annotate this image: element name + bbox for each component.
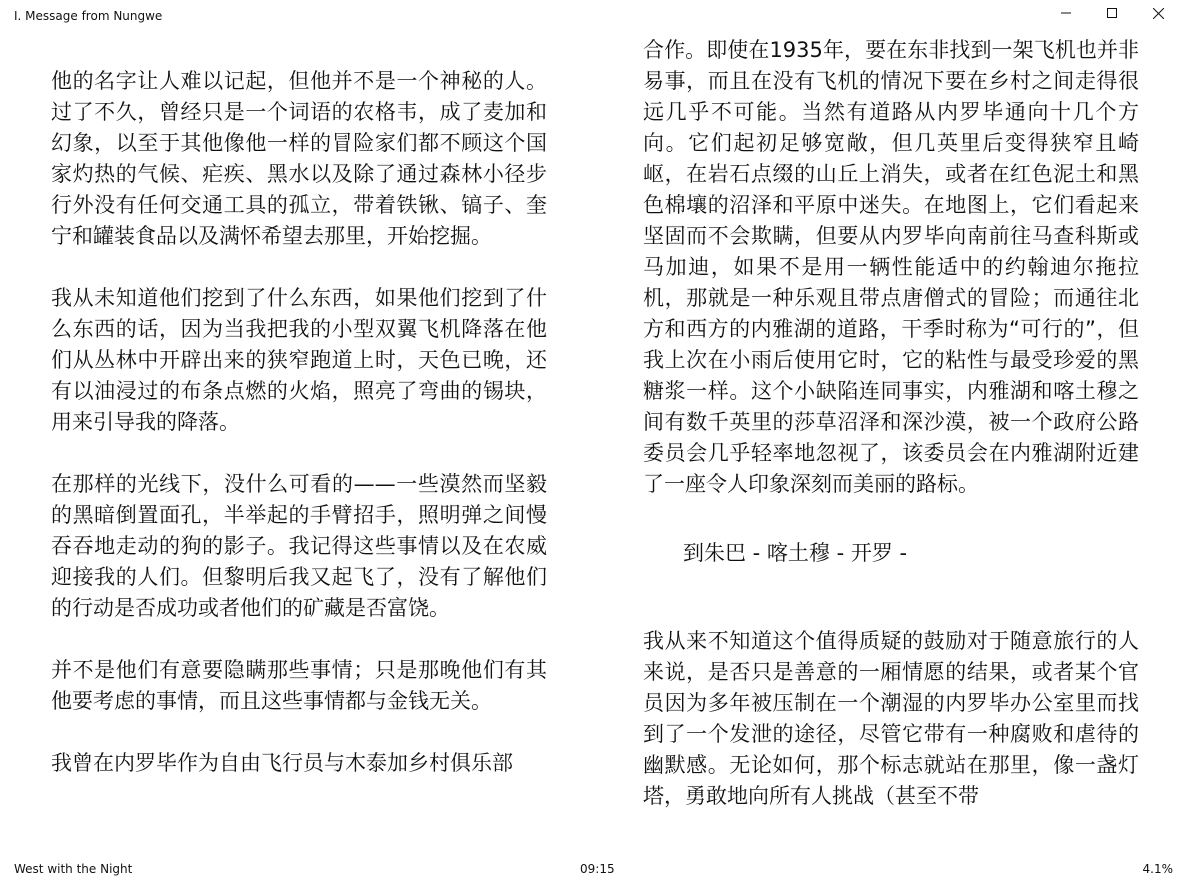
title-bar[interactable] [0, 0, 1181, 30]
maximize-icon [1107, 8, 1117, 18]
clock: 09:15 [580, 862, 615, 876]
window-title: I. Message from Nungwe [14, 9, 163, 23]
paragraph: 在那样的光线下，没什么可看的——一些漠然而坚毅的黑暗倒置面孔，半举起的手臂招手，照明弹之间慢吞吞地走动的狗的影子。我记得这些事情以及在农威迎接我的人们。但黎明后我又起飞了，没有了解他们的行动是否成功或者他们的矿藏是否富饶。 [51, 472, 547, 620]
paragraph: 他的名字让人难以记起，但他并不是一个神秘的人。过了不久，曾经只是一个词语的农格韦，成了麦加和幻象，以至于其他像他一样的冒险家们都不顾这个国家灼热的气候、疟疾、黑水以及除了通过森林小径步行外没有任何交通工具的孤立，带着铁锹、镐子、奎宁和罐装食品以及满怀希望去那里，开始挖掘。 [51, 69, 547, 248]
paragraph: 我从来不知道这个值得质疑的鼓励对于随意旅行的人来说，是否只是善意的一厢情愿的结果，或者某个官员因为多年被压制在一个潮湿的内罗毕办公室里而找到了一个发泄的途径，尽管它带有一种腐败和虐待的幽默感。无论如何，那个标志就站在那里，像一盏灯塔，勇敢地向所有人挑战（甚至不带 [643, 629, 1139, 808]
left-page[interactable] [51, 66, 547, 779]
section-heading: 到朱巴 - 喀土穆 - 开罗 - [683, 541, 908, 565]
paragraph: 合作。即使在1935年，要在东非找到一架飞机也并非易事，而且在没有飞机的情况下要在乡村之间走得很远几乎不可能。当然有道路从内罗毕通向十几个方向。它们起初足够宽敞，但几英里后变得狭窄且崎岖，在岩石点缀的山丘上消失，或者在红色泥土和黑色棉壤的沼泽和平原中迷失。在地图上，它们看起来坚固而不会欺瞒，但要从内罗毕向南前往马查科斯或马加迪，如果不是用一辆性能适中的约翰迪尔拖拉机，那就是一种乐观且带点唐僧式的冒险；而通往北方和西方的内雅湖的道路，干季时称为“可行的”，但我上次在小雨后使用它时，它的粘性与最受珍爱的黑糖浆一样。这个小缺陷连同事实，内雅湖和喀土穆之间有数千英里的莎草沼泽和深沙漠，被一个政府公路委员会几乎轻率地忽视了，该委员会在内雅湖附近建了一座令人印象深刻而美丽的路标。 [643, 38, 1139, 496]
paragraph: 我从未知道他们挖到了什么东西，如果他们挖到了什么东西的话，因为当我把我的小型双翼飞机降落在他们从丛林中开辟出来的狭窄跑道上时，天色已晚，还有以油浸过的布条点燃的火焰，照亮了弯曲的锡块，用来引导我的降落。 [51, 286, 547, 434]
close-button[interactable] [1135, 0, 1181, 26]
maximize-button[interactable] [1089, 0, 1135, 26]
close-icon [1153, 8, 1164, 19]
paragraph: 并不是他们有意要隐瞒那些事情；只是那晚他们有其他要考虑的事情，而且这些事情都与金钱无关。 [51, 658, 547, 713]
status-footer [0, 860, 1181, 880]
paragraph: 我曾在内罗毕作为自由飞行员与木泰加乡村俱乐部 [51, 751, 513, 775]
book-title: West with the Night [14, 862, 133, 876]
minimize-button[interactable] [1043, 0, 1089, 26]
right-page[interactable] [643, 35, 1139, 812]
reading-progress: 4.1% [1142, 862, 1173, 876]
minimize-icon [1061, 8, 1071, 18]
window-controls [1043, 0, 1181, 26]
